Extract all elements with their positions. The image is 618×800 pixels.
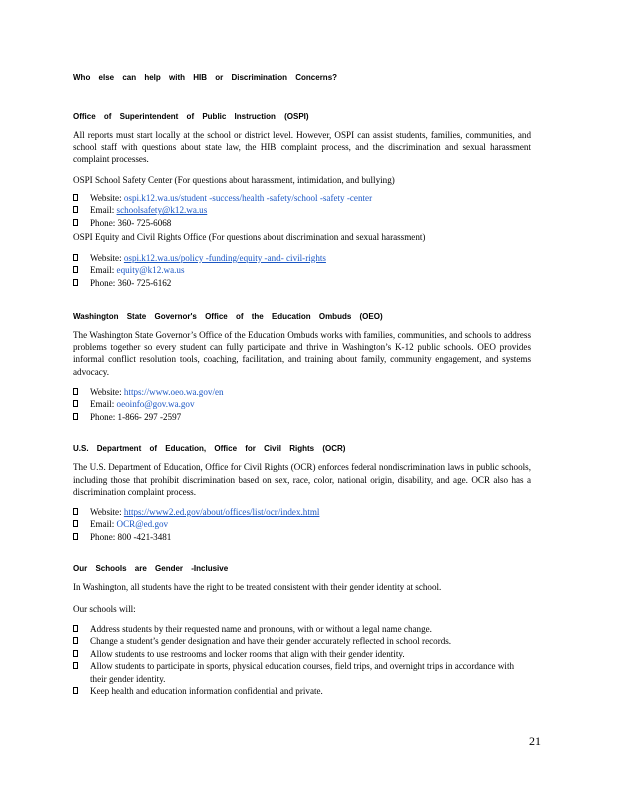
list-item: Address students by their requested name and pronouns, with or without a legal name change. [73, 623, 531, 636]
bullet-icon [73, 508, 78, 515]
list-item: Website: ospi.k12.wa.us/student -success/health -safety/school -safety -center [73, 192, 531, 205]
ocr-contacts [73, 506, 531, 544]
bullet-icon [73, 219, 78, 226]
email-link[interactable]: schoolsafety@k12.wa.us [116, 205, 208, 216]
phone-number: 360- 725-6162 [117, 277, 172, 288]
list-item: Keep health and education information confidential and private. [73, 685, 531, 698]
email-link[interactable]: OCR@ed.gov [116, 519, 169, 530]
section-heading-gender-inclusive: Our Schools are Gender -Inclusive [73, 564, 229, 574]
email-link[interactable]: equity@k12.wa.us [116, 265, 185, 276]
section-heading-ospi: Office of Superintendent of Public Instruction (OSPI) [73, 112, 309, 121]
safety-center-title: OSPI School Safety Center (For questions about harassment, intimidation, and bullying) [73, 174, 395, 185]
bullet-icon [73, 400, 78, 407]
list-item: Allow students to use restrooms and locker rooms that align with their gender identity. [73, 648, 531, 661]
section-heading-oeo: Washington State Governor's Office of the Education Ombuds (OEO) [73, 312, 383, 322]
bullet-icon [73, 533, 78, 540]
gender-commitments-list [73, 623, 531, 698]
bullet-icon [73, 662, 78, 669]
phone-number: 1-866- 297 -2597 [117, 411, 182, 422]
equity-office-contacts [73, 252, 531, 290]
list-item: Website: https://www2.ed.gov/about/offices/list/ocr/index.html [73, 506, 531, 519]
list-item: Phone: 360- 725-6068 [73, 217, 531, 230]
email-link[interactable]: oeoinfo@gov.wa.gov [116, 399, 195, 410]
website-link[interactable]: ospi.k12.wa.us/policy -funding/equity -and- civil-rights [123, 252, 326, 263]
ocr-paragraph: The U.S. Department of Education, Office for Civil Rights (OCR) enforces federal nondiscrimination laws in public schools, including those that prohibit discrimination based on sex, race, color, national origin, disability, and age. OCR also has a discrimination complaint process. [73, 462, 531, 497]
list-item: Phone: 1-866- 297 -2597 [73, 411, 531, 424]
schools-will-label: Our schools will: [73, 603, 136, 614]
bullet-icon [73, 388, 78, 395]
bullet-icon [73, 206, 78, 213]
safety-center-contacts [73, 192, 531, 230]
list-item: Website: https://www.oeo.wa.gov/en [73, 386, 531, 399]
list-item: Email: equity@k12.wa.us [73, 264, 531, 277]
page-number: 21 [529, 734, 541, 748]
list-item: Email: oeoinfo@gov.wa.gov [73, 398, 531, 411]
list-item: Phone: 800 -421-3481 [73, 531, 531, 544]
bullet-icon [73, 520, 78, 527]
list-item: Email: OCR@ed.gov [73, 518, 531, 531]
section-heading-ocr: U.S. Department of Education, Office for Civil Rights (OCR) [73, 444, 346, 454]
bullet-icon [73, 266, 78, 273]
page-content [73, 72, 531, 698]
website-link[interactable]: https://www2.ed.gov/about/offices/list/ocr/index.html [123, 506, 320, 517]
phone-number: 800 -421-3481 [117, 531, 172, 542]
bullet-icon [73, 413, 78, 420]
website-link[interactable]: https://www.oeo.wa.gov/en [123, 386, 224, 397]
list-item: Change a student’s gender designation and have their gender accurately reflected in school records. [73, 635, 531, 648]
bullet-icon [73, 254, 78, 261]
bullet-icon [73, 650, 78, 657]
bullet-icon [73, 279, 78, 286]
website-link[interactable]: ospi.k12.wa.us/student -success/health -safety/school -safety -center [123, 192, 373, 203]
equity-office-title: OSPI Equity and Civil Rights Office (For questions about discrimination and sexual harassment) [73, 232, 426, 243]
bullet-icon [73, 625, 78, 632]
oeo-contacts [73, 386, 531, 424]
ospi-intro-paragraph: All reports must start locally at the school or district level. However, OSPI can assist students, families, communities, and school staff with questions about state law, the HIB complaint process, and the discrimination and sexual harassment complaint processes. [73, 130, 531, 165]
phone-number: 360- 725-6068 [117, 217, 172, 228]
bullet-icon [73, 194, 78, 201]
section-heading-who-can-help: Who else can help with HIB or Discrimination Concerns? [73, 73, 338, 82]
list-item: Website: ospi.k12.wa.us/policy -funding/equity -and- civil-rights [73, 252, 531, 265]
list-item: Allow students to participate in sports, physical education courses, field trips, and overnight trips in accordance with their gender identity. [73, 660, 531, 685]
bullet-icon [73, 637, 78, 644]
list-item: Phone: 360- 725-6162 [73, 277, 531, 290]
gender-intro-paragraph: In Washington, all students have the right to be treated consistent with their gender identity at school. [73, 582, 442, 593]
oeo-paragraph: The Washington State Governor’s Office of the Education Ombuds works with families, communities, and schools to address problems together so every student can fully participate and thrive in Washington’s K-12 public schools. OEO provides informal conflict resolution tools, coaching, facilitation, and training about family, community engagement, and systems advocacy. [73, 330, 531, 377]
bullet-icon [73, 687, 78, 694]
list-item: Email: schoolsafety@k12.wa.us [73, 204, 531, 217]
